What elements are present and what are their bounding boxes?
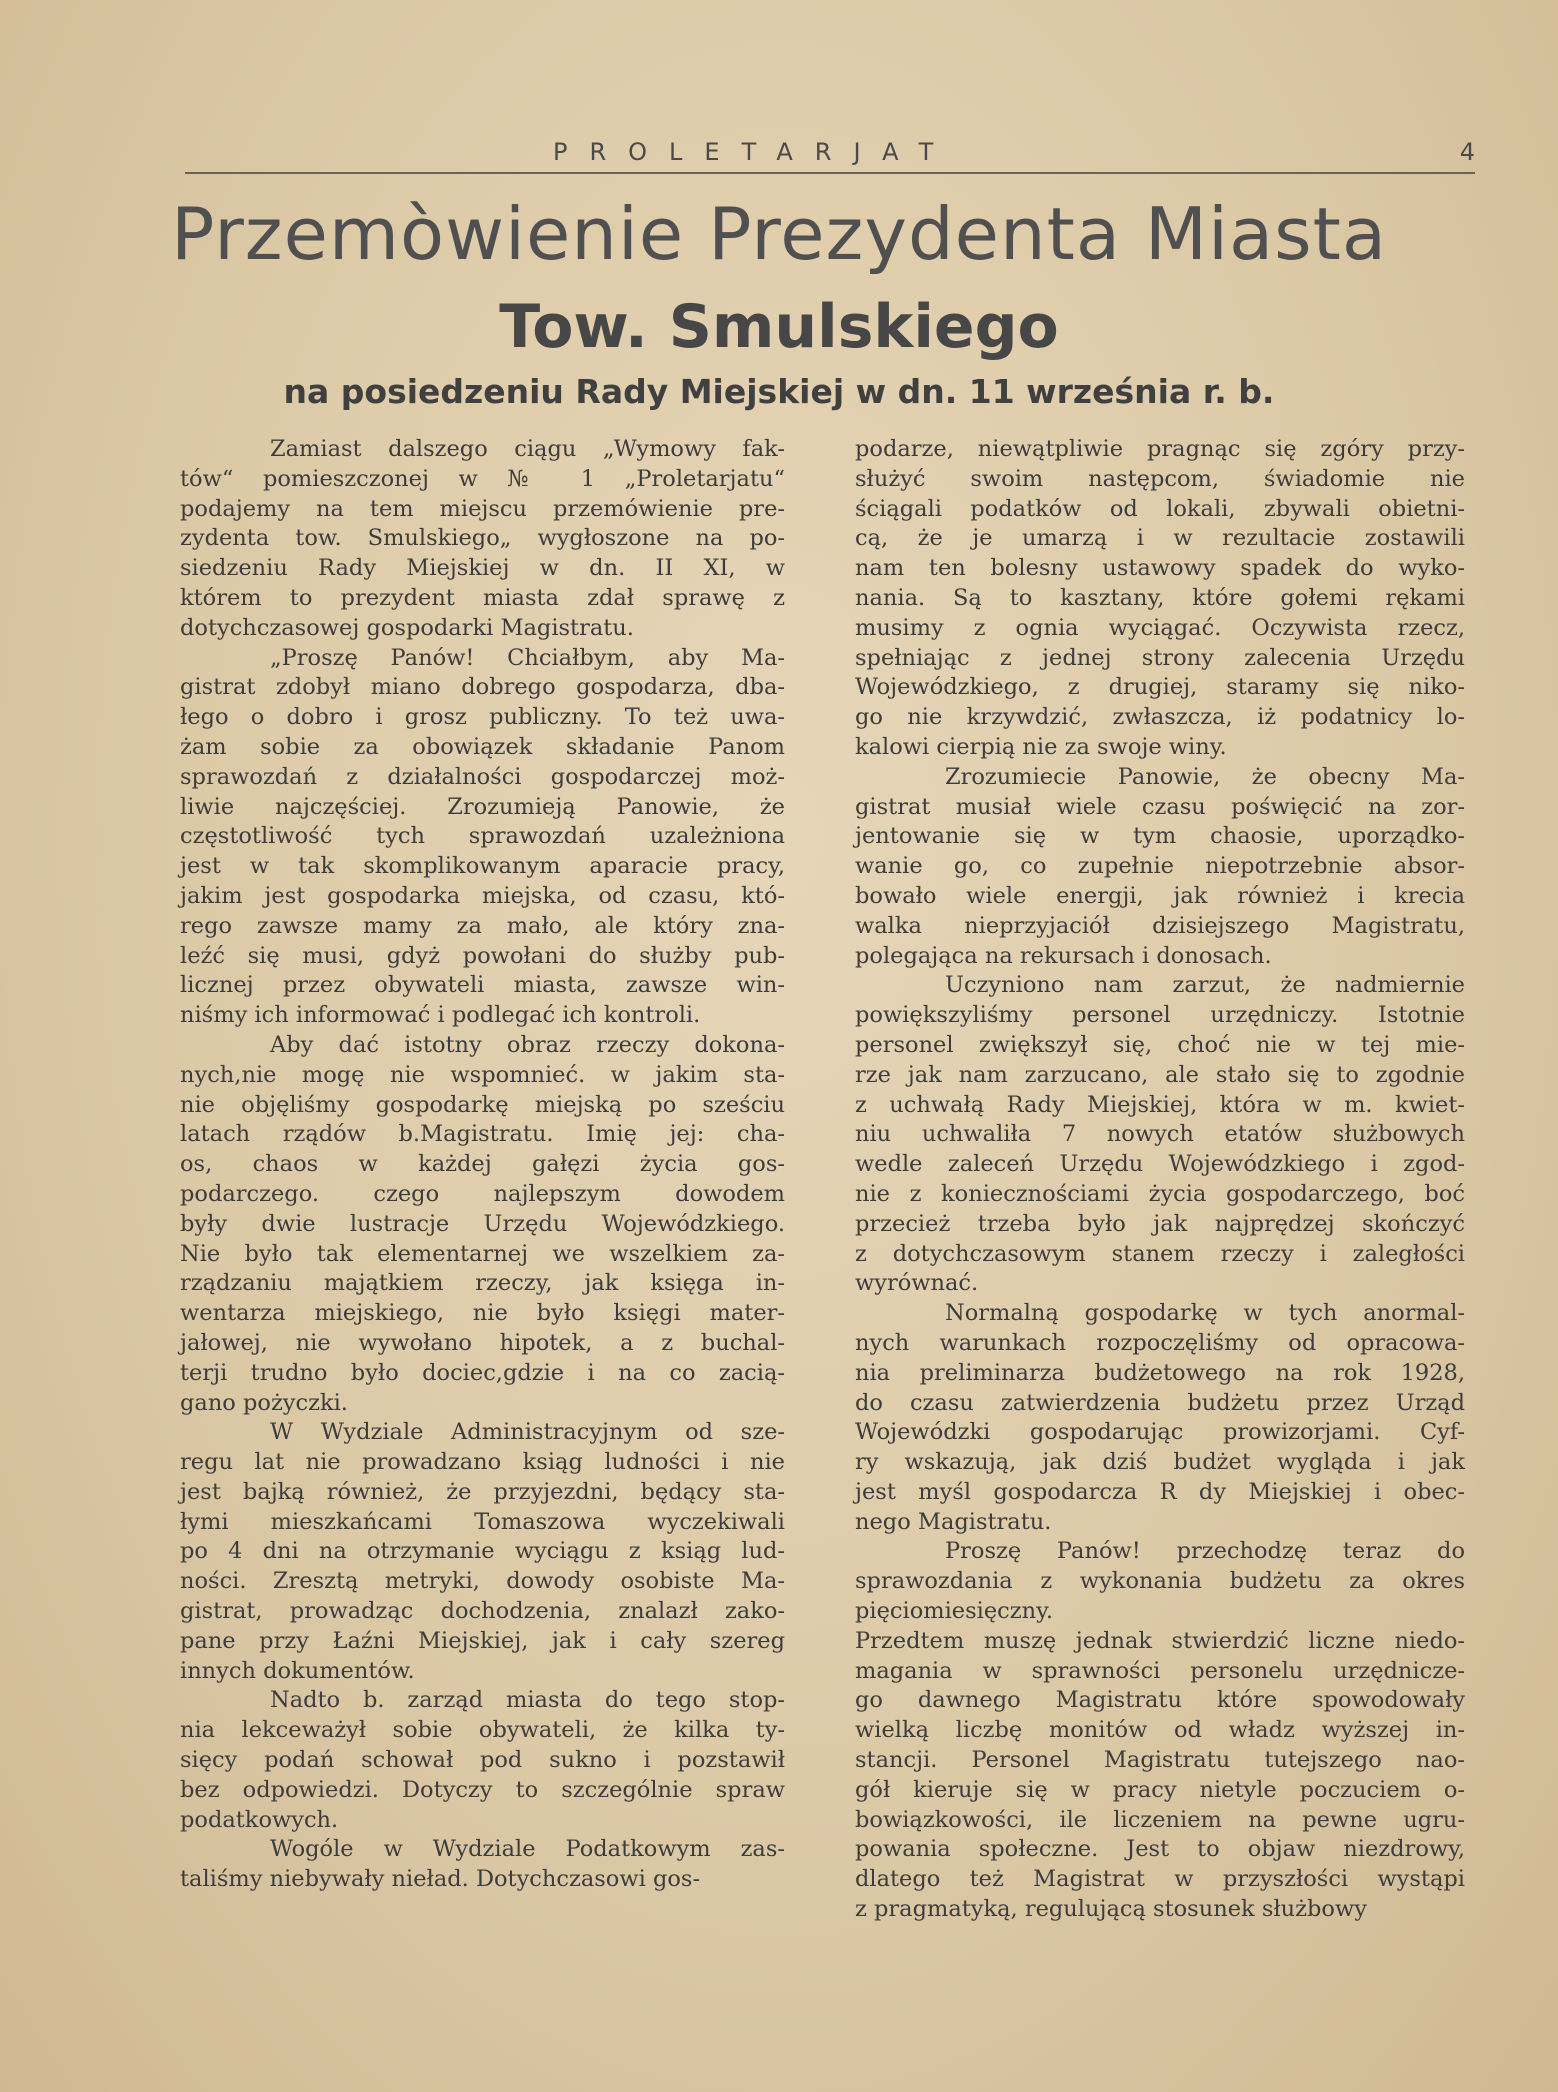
running-header [185,138,1475,174]
text-line: personel zwiększył się, choć nie w tej mie- [855,1031,1465,1058]
text-line: bez odpowiedzi. Dotyczy to szczególnie spraw [180,1776,785,1803]
text-line: ności. Zresztą metryki, dowody osobiste Ma- [180,1568,785,1595]
text-line: gistrat musiał wiele czasu poświęcić na zor- [855,793,1465,820]
text-line: po 4 dni na otrzymanie wyciągu z ksiąg lud- [180,1538,785,1565]
text-line: Wogóle w Wydziale Podatkowym zas- [270,1836,785,1863]
text-line: sięcy podań schował pod sukno i pozstawił [180,1747,785,1774]
text-line: stancji. Personel Magistratu tutejszego nao- [855,1747,1465,1774]
text-line: do czasu zatwierdzenia budżetu przez Urząd [855,1389,1465,1416]
text-line: powiększyliśmy personel urzędniczy. Istotnie [855,1002,1465,1029]
text-line: go dawnego Magistratu które spowodowały [855,1687,1465,1714]
text-line: częstotliwość tych sprawozdań uzależniona [180,823,785,850]
text-line: latach rządów b.Magistratu. Imię jej: cha- [180,1121,785,1148]
text-line: rego zawsze mamy za mało, ale który zna- [180,912,785,939]
text-line: ry wskazują, jak dziś budżet wygląda i jak [855,1449,1465,1476]
text-line: „Proszę Panów! Chciałbym, aby Ma- [270,644,785,671]
text-line: tów“ pomieszczonej w № 1 „Proletarjatu“ [180,465,785,492]
text-line: wyrównać. [855,1270,979,1297]
text-line: nych warunkach rozpoczęliśmy od opracowa- [855,1329,1465,1356]
text-line: podarczego. czego najlepszym dowodem [180,1180,785,1207]
article-title-second-line: Tow. Smulskiego [499,292,1059,362]
text-line: wanie go, co zupełnie niepotrzebnie absor- [855,853,1465,880]
text-line: nania. Są to kasztany, które gołemi rękami [855,584,1465,611]
text-line: rządzaniu majątkiem rzeczy, jak księga in- [180,1270,785,1297]
right-text-column [855,435,1465,1925]
text-line: liwie najczęściej. Zrozumieją Panowie, że [180,793,785,820]
text-line: wentarza miejskiego, nie było księgi mater- [180,1300,785,1327]
text-line: gół kieruje się w pracy nietyle poczuciem o- [855,1776,1465,1803]
text-line: jest w tak skomplikowanym aparacie pracy, [180,853,785,880]
text-line: gistrat, prowadząc dochodzenia, znalazł zako- [180,1598,785,1625]
text-line: wedle zaleceń Urzędu Wojewódzkiego i zgod- [855,1151,1465,1178]
text-line: jest myśl gospodarcza R dy Miejskiej i obec- [855,1478,1465,1505]
text-line: podajemy na tem miejscu przemówienie pre- [180,495,785,522]
text-line: regu lat nie prowadzano ksiąg ludności i nie [180,1449,785,1476]
text-line: cą, że je umarzą i w rezultacie zostawili [855,525,1465,552]
text-line: rze jak nam zarzucano, ale stało się to zgodnie [855,1061,1465,1088]
text-line: pane przy Łaźni Miejskiej, jak i cały szereg [180,1627,785,1654]
text-line: sprawozdań z działalności gospodarczej moż- [180,763,785,790]
text-line: dlatego też Magistrat w przyszłości wystąpi [855,1866,1465,1893]
text-line: nia preliminarza budżetowego na rok 1928, [855,1359,1465,1386]
text-line: jentowanie się w tym chaosie, uporządko- [855,823,1465,850]
text-line: magania w sprawności personelu urzędnicze- [855,1657,1465,1684]
text-line: niśmy ich informować i podlegać ich kontroli. [180,1002,701,1029]
text-line: dotychczasowej gospodarki Magistratu. [180,614,634,641]
article-title: Przemòwienie Prezydenta Miasta [171,192,1387,276]
text-line: były dwie lustracje Urzędu Wojewódzkiego. [180,1210,785,1237]
article-subtitle: na posiedzeniu Rady Miejskiej w dn. 11 września r. b. [283,372,1275,411]
text-line: leźć się musi, gdyż powołani do służby pub- [180,942,785,969]
text-line: musimy z ognia wyciągać. Oczywista rzecz, [855,614,1465,641]
text-line: bowało wiele energji, jak również i krecia [855,882,1465,909]
text-line: jałowej, nie wywołano hipotek, a z buchal- [180,1329,785,1356]
text-line: z pragmatyką, regulującą stosunek służbowy [855,1896,1367,1923]
text-line: Przedtem muszę jednak stwierdzić liczne niedo- [855,1627,1465,1654]
text-line: Wojewódzki gospodarując prowizorjami. Cyf- [855,1419,1465,1446]
text-line: z dotychczasowym stanem rzeczy i zaległości [855,1240,1465,1267]
text-line: terji trudno było dociec,gdzie i na co zacią- [180,1359,785,1386]
left-text-column [180,435,785,1895]
text-line: Zamiast dalszego ciągu „Wymowy fak- [270,436,785,462]
text-line: kalowi cierpią nie za swoje winy. [855,733,1227,760]
text-line: podatkowych. [180,1806,339,1833]
text-line: Nie było tak elementarnej we wszelkiem za- [180,1240,785,1267]
publication-name: PROLETARJAT [553,138,956,166]
text-line: Aby dać istotny obraz rzeczy dokona- [270,1031,785,1058]
text-line: nego Magistratu. [855,1508,1052,1535]
text-line: nie z koniecznościami życia gospodarczego, boć [855,1180,1465,1207]
page-number: 4 [1459,138,1475,166]
text-line: Proszę Panów! przechodzę teraz do [945,1538,1465,1565]
text-line: Nadto b. zarząd miasta do tego stop- [270,1687,785,1714]
text-line: z uchwałą Rady Miejskiej, która w m. kwiet- [855,1091,1465,1118]
text-line: podarze, niewątpliwie pragnąc się zgóry przy- [855,436,1465,462]
text-line: niu uchwaliła 7 nowych etatów służbowych [855,1121,1465,1148]
text-line: licznej przez obywateli miasta, zawsze win- [180,972,785,999]
text-line: nia lekceważył sobie obywateli, że kilka ty- [180,1717,785,1744]
text-line: Uczyniono nam zarzut, że nadmiernie [945,972,1465,999]
text-line: nych,nie mogę nie wspomnieć. w jakim sta- [180,1061,785,1088]
text-line: gano pożyczki. [180,1389,348,1416]
text-line: nie objęliśmy gospodarkę miejską po sześciu [180,1091,785,1118]
text-line: gistrat zdobył miano dobrego gospodarza, dba- [180,674,785,701]
text-line: nam ten bolesny ustawowy spadek do wyko- [855,555,1465,582]
text-line: polegająca na rekursach i donosach. [855,942,1272,969]
text-line: łymi mieszkańcami Tomaszowa wyczekiwali [180,1508,785,1535]
text-line: żam sobie za obowiązek składanie Panom [180,733,785,760]
text-line: którem to prezydent miasta zdał sprawę z [180,584,785,611]
text-line: go nie krzywdzić, zwłaszcza, iż podatnicy lo- [855,704,1465,731]
text-line: innych dokumentów. [180,1657,415,1684]
text-line: łego o dobro i grosz publiczny. To też uwa- [180,704,785,731]
text-line: spełniając z jednej strony zalecenia Urzędu [855,644,1465,671]
text-line: taliśmy niebywały nieład. Dotychczasowi gos- [180,1866,701,1893]
text-line: Wojewódzkiego, z drugiej, staramy się niko- [855,674,1465,701]
text-line: zydenta tow. Smulskiego„ wygłoszone na po- [180,525,785,552]
text-line: os, chaos w każdej gałęzi życia gos- [180,1151,785,1178]
text-line: sprawozdania z wykonania budżetu za okres [855,1568,1465,1595]
text-line: bowiązkowości, ile liczeniem na pewne ugru- [855,1806,1465,1833]
text-line: służyć swoim następcom, świadomie nie [855,465,1465,492]
text-line: Zrozumiecie Panowie, że obecny Ma- [945,763,1465,790]
text-line: walka nieprzyjaciół dzisiejszego Magistratu, [855,912,1465,939]
text-line: W Wydziale Administracyjnym od sze- [270,1419,785,1446]
text-line: powania społeczne. Jest to objaw niezdrowy, [855,1836,1465,1863]
text-line: pięciomiesięczny. [855,1598,1053,1625]
text-line: ściągali podatków od lokali, zbywali obietni- [855,495,1465,522]
text-line: jest bajką również, że przyjezdni, będący sta- [180,1478,785,1505]
text-line: przecież trzeba było jak najprędzej skończyć [855,1210,1465,1237]
text-line: jakim jest gospodarka miejska, od czasu, któ- [180,882,785,909]
text-line: Normalną gospodarkę w tych anormal- [945,1300,1465,1327]
text-line: wielką liczbę monitów od władz wyższej in- [855,1717,1465,1744]
text-line: siedzeniu Rady Miejskiej w dn. II XI, w [180,555,785,582]
